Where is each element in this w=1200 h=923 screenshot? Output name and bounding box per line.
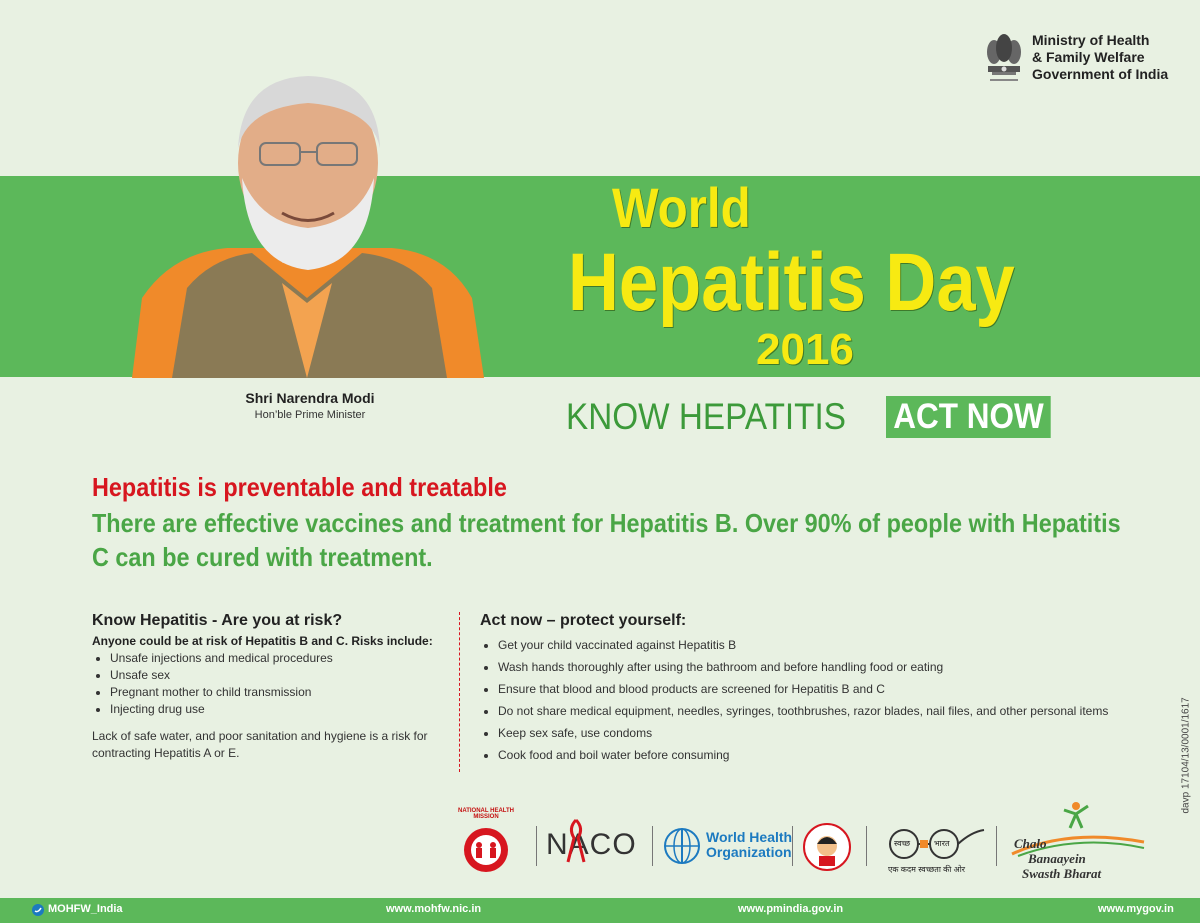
risk-list <box>92 650 452 718</box>
list-item: • Unsafe sex <box>110 667 452 684</box>
nhm-label: NATIONAL HEALTH MISSION <box>458 808 514 820</box>
ministry-line-3: Government of India <box>1032 66 1169 82</box>
ministry-block <box>982 26 1182 86</box>
who-emblem-icon <box>662 826 702 866</box>
chalo-line-2: Banaayein <box>1028 851 1086 866</box>
list-item: • Cook food and boil water before consuming <box>498 744 1180 766</box>
list-item: • Keep sex safe, use condoms <box>498 722 1180 744</box>
protect-list <box>480 634 1180 766</box>
list-item: • Do not share medical equipment, needles, syringes, toothbrushes, razor blades, nail files, and other personal items <box>498 700 1180 722</box>
title-year: 2016 <box>756 325 854 374</box>
list-item: • Wash hands thoroughly after using the bathroom and before handling food or eating <box>498 656 1180 678</box>
girl-child-logo-icon <box>802 822 852 872</box>
chalo-logo-text <box>1014 836 1101 881</box>
headline: Hepatitis is preventable and treatable <box>92 472 507 502</box>
tagline-know: KNOW HEPATITIS <box>566 396 846 437</box>
tagline-act-now: ACT NOW <box>886 396 1051 438</box>
chalo-line-3: Swasth Bharat <box>1022 866 1102 881</box>
nhm-logo-icon <box>448 820 524 874</box>
site-link-mygov[interactable]: www.mygov.in <box>1098 903 1174 915</box>
message: There are effective vaccines and treatment for Hepatitis B. Over 90% of people with Hepatitis C can be cured with treatment. <box>92 508 1121 572</box>
twitter-handle[interactable]: MOHFW_India <box>48 903 123 915</box>
list-item: • Unsafe injections and medical procedures <box>110 650 452 667</box>
davp-code-text: davp 17104/13/0001/1617 <box>1180 697 1192 814</box>
list-item: • Get your child vaccinated against Hepatitis B <box>498 634 1180 656</box>
site-link-pmindia[interactable]: www.pmindia.gov.in <box>738 903 844 915</box>
swachh-tagline: एक कदम स्वच्छता की ओर <box>888 865 966 874</box>
title-world: World <box>612 176 751 239</box>
ministry-line-1: Ministry of Health <box>1032 32 1150 48</box>
who-line-2: Organization <box>706 844 792 860</box>
twitter-icon <box>32 904 44 916</box>
column-divider <box>459 612 460 772</box>
swachh-bharat-glasses-icon <box>876 824 986 860</box>
risk-subheading: Anyone could be at risk of Hepatitis B and C. Risks include: <box>92 634 433 648</box>
partner-logos <box>448 800 1158 890</box>
tagline <box>566 396 1069 438</box>
ministry-line-2: & Family Welfare <box>1032 49 1145 65</box>
site-link-mohfw[interactable]: www.mohfw.nic.in <box>386 903 482 915</box>
risk-column <box>92 612 452 762</box>
footer-bar <box>0 898 1200 923</box>
swachh-text-a: स्वच्छ <box>894 839 911 848</box>
list-item: • Ensure that blood and blood products are screened for Hepatitis B and C <box>498 678 1180 700</box>
list-item: • Injecting drug use <box>110 701 452 718</box>
naco-logo: NACO <box>546 828 637 861</box>
protect-column <box>480 612 1180 766</box>
swasth-figure-icon <box>1056 800 1096 830</box>
national-emblem-icon <box>982 26 1026 86</box>
red-ribbon-icon <box>566 818 586 864</box>
chalo-line-1: Chalo <box>1014 836 1047 851</box>
who-logo-text <box>706 830 792 860</box>
title-main: Hepatitis Day <box>568 237 1015 328</box>
list-item: • Pregnant mother to child transmission <box>110 684 452 701</box>
protect-heading: Act now – protect yourself: <box>480 612 687 629</box>
portrait-image <box>132 48 484 378</box>
swachh-text-b: भारत <box>934 839 950 848</box>
risk-heading: Know Hepatitis - Are you at risk? <box>92 612 343 629</box>
davp-code <box>1176 660 1192 814</box>
person-title: Hon’ble Prime Minister <box>254 409 366 421</box>
who-line-1: World Health <box>706 829 793 845</box>
person-name: Shri Narendra Modi <box>245 390 375 406</box>
risk-note: Lack of safe water, and poor sanitation and hygiene is a risk for contracting Hepatitis A or E. <box>92 729 428 760</box>
